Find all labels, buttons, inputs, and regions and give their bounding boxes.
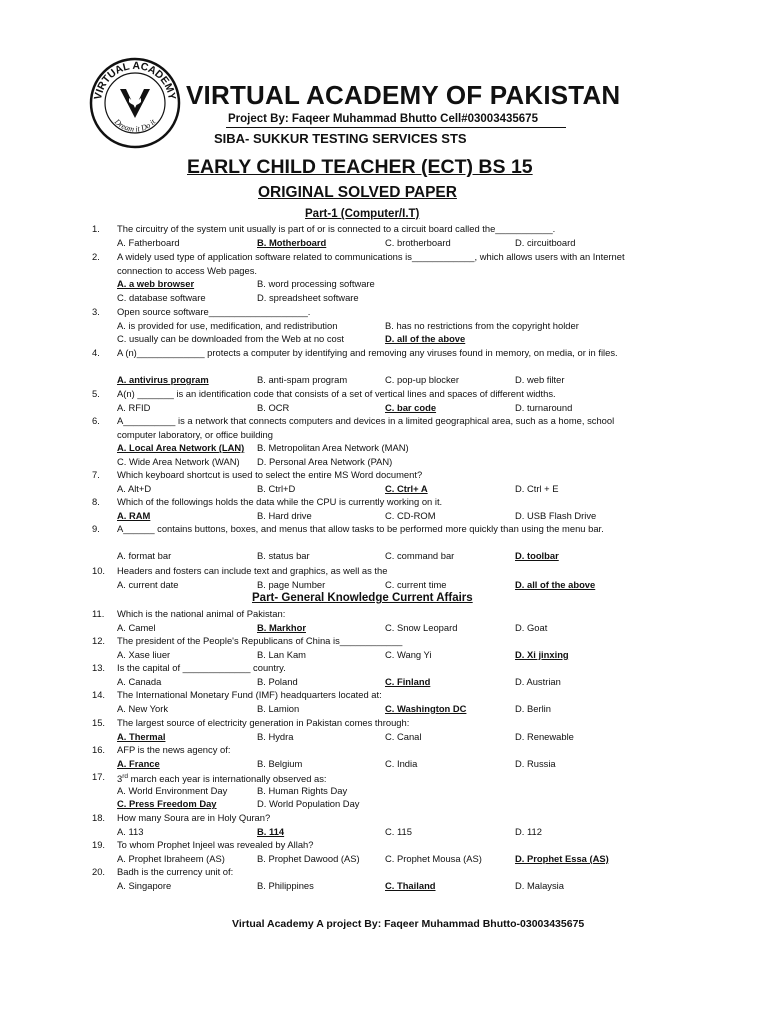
answer-option: D. web filter [515,374,565,386]
answer-option: B. Hydra [257,730,294,742]
question-number: 18. [92,812,106,823]
question-text: A(n) _______ is an identification code that consists of a set of vertical lines and spaces of different widths. [117,388,556,399]
correct-answer: A. Local Area Network (LAN) [117,442,245,454]
answer-option: C. India [385,757,418,769]
answer-options [117,277,629,303]
answer-option: A. World Environment Day [117,784,228,796]
answer-option: A. New York [117,702,169,714]
correct-answer: A. RAM [117,509,151,521]
answer-options [117,482,629,496]
answer-options [117,441,629,467]
answer-option: A. Xase liuer [117,648,171,660]
answer-option: C. Snow Leopard [385,621,458,633]
answer-option: A. Camel [117,621,156,633]
answer-option: C. pop-up blocker [385,374,459,386]
answer-option: C. Wide Area Network (WAN) [117,455,240,467]
question-number: 6. [92,415,100,426]
question-number: 9. [92,523,100,534]
answer-option: A. is provided for use, medification, and redistribution [117,319,338,331]
question-text: A widely used type of application software related to communications is____________, which allows users with an Internet connection to access Web pages. [117,251,625,276]
question-number: 19. [92,839,106,850]
answer-option: B. OCR [257,401,290,413]
correct-answer: A. France [117,757,160,769]
answer-options [117,549,629,563]
answer-option: D. Berlin [515,702,551,714]
answer-options [117,319,629,345]
header-rule [226,127,566,128]
answer-option: B. status bar [257,550,310,562]
answer-option: C. 115 [385,825,412,837]
answer-options [117,757,629,771]
question-text: The International Monetary Fund (IMF) headquarters located at: [117,689,382,700]
answer-option: A. Singapore [117,879,172,891]
answer-option: D. Malaysia [515,879,564,891]
answer-option: B. has no restrictions from the copyright holder [385,319,579,331]
answer-options [117,373,629,387]
svg-text:VIRTUAL ACADEMY: VIRTUAL ACADEMY [92,59,178,101]
question-text: The president of the People's Republicans of China is____________ [117,635,403,646]
question-text: Which is the national animal of Pakistan: [117,608,286,619]
answer-option: B. Poland [257,675,298,687]
correct-answer: B. 114 [257,825,285,837]
answer-options [117,879,629,893]
correct-answer: D. Xi jinxing [515,648,569,660]
question-text: 3rd march each year is internationally observed as: [117,773,327,785]
question-number: 1. [92,223,100,234]
correct-answer: C. Press Freedom Day [117,798,217,810]
question-number: 16. [92,744,106,755]
answer-option: D. 112 [515,825,542,837]
answer-option: D. spreadsheet software [257,291,359,303]
answer-options [117,236,629,250]
answer-option: A. Fatherboard [117,236,180,248]
answer-option: D. Goat [515,621,548,633]
project-by: Project By: Faqeer Muhammad Bhutto Cell#03003435675 [228,113,538,125]
answer-options [117,578,629,592]
question-text: The circuitry of the system unit usually is part of or is connected to a circuit board called the___________. [117,223,556,234]
answer-options [117,784,629,810]
answer-option: C. Canal [385,730,422,742]
academy-title: VIRTUAL ACADEMY OF PAKISTAN [186,80,621,110]
correct-answer: C. Washington DC [385,702,467,714]
part2-title: Part- General Knowledge Current Affairs [252,592,473,604]
question-text: Badh is the currency unit of: [117,866,234,877]
correct-answer: D. all of the above [515,578,596,590]
answer-option: B. Hard drive [257,509,312,521]
correct-answer: D. toolbar [515,550,559,562]
answer-option: D. Russia [515,757,556,769]
correct-answer: A. antivirus program [117,374,209,386]
answer-option: B. Prophet Dawood (AS) [257,852,360,864]
answer-options [117,621,629,635]
answer-option: B. Belgium [257,757,303,769]
question-number: 20. [92,866,106,877]
question-text: AFP is the news agency of: [117,744,231,755]
answer-option: D. USB Flash Drive [515,509,597,521]
question-text: A______ contains buttons, boxes, and menus that allow tasks to be performed more quickly than using the menu bar. [117,523,604,534]
answer-option: D. Ctrl + E [515,482,559,494]
answer-options [117,825,629,839]
correct-answer: A. Thermal [117,730,166,742]
question-text: Which of the followings holds the data while the CPU is currently working on it. [117,496,443,507]
answer-options [117,730,629,744]
answer-option: B. word processing software [257,278,375,290]
part1-title: Part-1 (Computer/I.T) [305,208,420,220]
svg-text:Dream it Do it: Dream it Do it [112,117,158,134]
answer-option: D. Personal Area Network (PAN) [257,455,393,467]
question-number: 11. [92,608,105,619]
answer-option: B. Philippines [257,879,314,891]
question-text: Headers and fosters can include text and graphics, as well as the [117,565,388,576]
answer-option: D. circuitboard [515,236,576,248]
answer-options [117,702,629,716]
answer-option: C. usually can be downloaded from the Web at no cost [117,333,345,345]
question-number: 10. [92,565,106,576]
answer-option: C. database software [117,291,206,303]
correct-answer: A. a web browser [117,278,195,290]
correct-answer: B. Motherboard [257,236,327,248]
question-number: 8. [92,496,100,507]
question-text: Which keyboard shortcut is used to select the entire MS Word document? [117,469,423,480]
answer-option: A. RFID [117,401,151,413]
footer: Virtual Academy A project By: Faqeer Muhammad Bhutto-03003435675 [232,918,585,930]
answer-options [117,509,629,523]
correct-answer: C. Ctrl+ A [385,482,428,494]
correct-answer: C. bar code [385,401,437,413]
question-number: 15. [92,717,106,728]
answer-option: C. Prophet Mousa (AS) [385,852,482,864]
answer-option: C. command bar [385,550,455,562]
question-number: 17. [92,771,106,782]
answer-option: D. Austrian [515,675,561,687]
question-number: 3. [92,306,100,317]
question-number: 7. [92,469,100,480]
question-text: Is the capital of _____________ country. [117,662,286,673]
correct-answer: C. Thailand [385,879,436,891]
question-text: Open source software___________________. [117,306,311,317]
answer-option: A. current date [117,578,179,590]
academy-logo [88,56,182,150]
answer-options [117,852,629,866]
question-number: 2. [92,251,100,262]
paper-title: ORIGINAL SOLVED PAPER [258,184,457,201]
question-number: 5. [92,388,100,399]
answer-option: A. Canada [117,675,162,687]
answer-option: A. Alt+D [117,482,152,494]
question-number: 4. [92,347,100,358]
answer-option: B. Human Rights Day [257,784,348,796]
siba-title: SIBA- SUKKUR TESTING SERVICES STS [214,131,467,146]
answer-option: B. Metropolitan Area Network (MAN) [257,442,409,454]
answer-option: B. Ctrl+D [257,482,296,494]
question-text: The largest source of electricity generation in Pakistan comes through: [117,717,410,728]
answer-option: B. Lamion [257,702,300,714]
answer-options [117,648,629,662]
answer-option: C. brotherboard [385,236,451,248]
question-text: A (n)_____________ protects a computer by identifying and removing any viruses found in memory, on media, or in files. [117,347,618,358]
answer-option: C. current time [385,578,447,590]
answer-option: A. 113 [117,825,144,837]
correct-answer: D. all of the above [385,333,466,345]
correct-answer: B. Markhor [257,621,306,633]
answer-option: B. anti-spam program [257,374,348,386]
answer-option: C. CD-ROM [385,509,436,521]
correct-answer: C. Finland [385,675,431,687]
correct-answer: D. Prophet Essa (AS) [515,852,609,864]
question-number: 13. [92,662,106,673]
answer-option: D. Renewable [515,730,574,742]
answer-options [117,401,629,415]
question-text: A__________ is a network that connects computers and devices in a limited geographical area, such as a home, school computer laboratory, or office building [117,415,615,440]
question-text: How many Soura are in Holy Quran? [117,812,271,823]
answer-option: C. Wang Yi [385,648,432,660]
answer-option: D. turnaround [515,401,573,413]
question-text: To whom Prophet Injeel was revealed by Allah? [117,839,314,850]
question-number: 12. [92,635,106,646]
question-number: 14. [92,689,106,700]
answer-option: B. Lan Kam [257,648,306,660]
answer-option: D. World Population Day [257,798,360,810]
exam-title: EARLY CHILD TEACHER (ECT) BS 15 [187,156,533,178]
answer-options [117,675,629,689]
answer-option: A. Prophet Ibraheem (AS) [117,852,225,864]
answer-option: A. format bar [117,550,172,562]
answer-option: B. page Number [257,578,326,590]
